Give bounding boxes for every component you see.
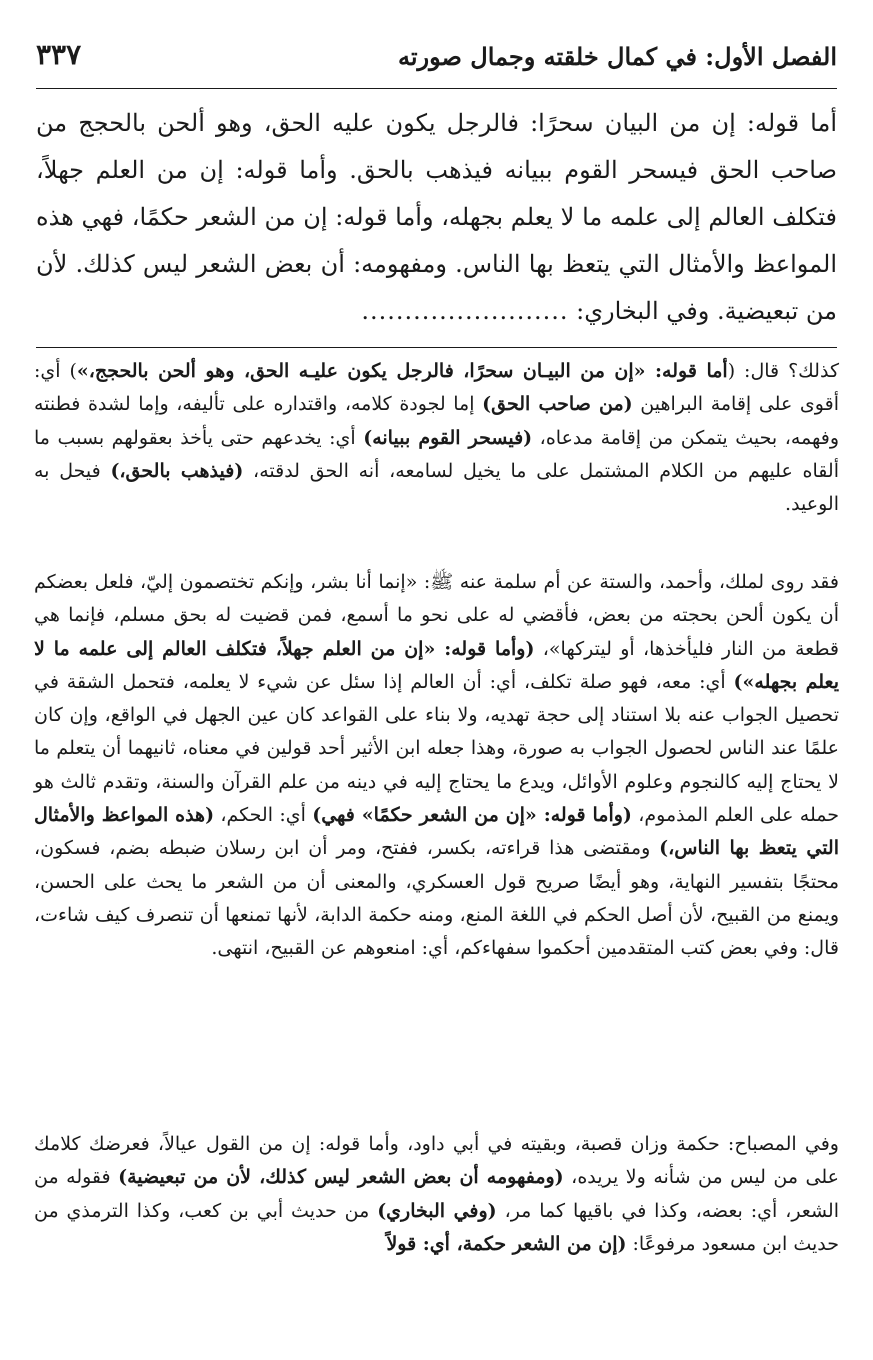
commentary-text: من حديث أبي بن كعب، وكذا الترمذي من حديث ابن مسعود مرفوعًا: — [34, 1199, 839, 1255]
commentary-paragraph — [34, 1128, 839, 1261]
commentary-text: فيحل به الوعيد. — [34, 459, 839, 516]
quoted-text: (إن من الشعر حكمة، أي: قولاً — [386, 1232, 627, 1255]
commentary-paragraph — [34, 355, 839, 521]
main-paragraph — [36, 100, 837, 335]
main-text — [36, 100, 837, 335]
commentary-text: فقوله من الشعر، أي: بعضه، وكذا في باقيها كما مر، — [34, 1166, 839, 1222]
quoted-text: (وأما قوله: «إن من الشعر حكمًا» فهي) — [312, 804, 632, 827]
main-paragraph-text: أما قوله: إن من البيان سحرًا: فالرجل يكون عليه الحق، وهو ألحن بالحجج من صاحب الحق فيسحر القوم ببيانه فيذهب بالحق. وأما قوله: إن من العلم جهلاً، فتكلف العالم إلى علمه ما لا يعلم بجهله، وأما قوله: إن من الشعر حكمًا، فهي هذه المواعظ والأمثال التي يتعظ بها الناس. ومفهومه: أن بعض الشعر ليس كذلك. لأن من تبعيضية. وفي البخاري: — [36, 109, 837, 325]
quoted-text: (ومفهومه أن بعض الشعر ليس كذلك، لأن من تبعيضية) — [118, 1166, 564, 1189]
commentary-block-2 — [34, 566, 839, 966]
quoted-text: (وأما قوله: «إن من العلم جهلاً، فتكلف العالم إلى علمه ما لا يعلم بجهله») — [34, 637, 840, 693]
page-header — [36, 38, 837, 84]
commentary-block-1 — [34, 355, 839, 521]
commentary-text: أي: معه، فهو صلة تكلف، أي: أن العالم إذا سئل عن شيء لا يعلمه، فتحمل الشقة في تحصيل الجواب عنه بلا استناد إلى حجة تهديه، ولا بناء على القواعد كان عين الجهل في الواقع، وإن كان علمًا عند الناس لحصول الجواب به صورة، وهذا جعله ابن الأثير أحد قولين في معناه، ثانيهما أن يتعلم ما لا يحتاج إليه كالنجوم وعلوم الأوائل، ويدع ما يحتاج إليه في دينه من علم القرآن والسنة، وتقدم ثالث هو حمله على العلم المذموم، — [34, 670, 839, 827]
commentary-text: ) أي: أقوى على إقامة البراهين — [34, 360, 839, 416]
commentary-text: وفي المصباح: حكمة وزان قصبة، وبقيته في أبي داود، وأما قوله: إن من القول عيالاً، فعرضك كلامك على من ليس من شأنه ولا يريده، — [34, 1133, 839, 1189]
quoted-text: أما قوله: «إن من البيـان سحرًا، فالرجل يكون عليـه الحق، وهو ألحن بالحجج،» — [76, 360, 728, 382]
commentary-text: إما لجودة كلامه، واقتداره على تأليفه، وإما لشدة فطنته وفهمه، بحيث يتمكن من إقامة مدعاه، — [34, 393, 840, 449]
page-number: ٣٣٧ — [36, 38, 82, 71]
commentary-divider — [36, 347, 837, 348]
elision-dots: ........................ — [361, 297, 569, 325]
commentary-text: أي: الحكم، — [214, 804, 313, 827]
quoted-text: (من صاحب الحق) — [482, 393, 633, 416]
quoted-text: (فيسحر القوم ببيانه) — [363, 426, 533, 449]
quoted-text: (فيذهب بالحق،) — [110, 459, 244, 482]
commentary-text: فقد روى لملك، وأحمد، والستة عن أم سلمة عنه ﷺ: «إنما أنا بشر، وإنكم تختصمون إليّ، فلعل بعضكم أن يكون ألحن بحجته من بعض، فأقضي له على نحو ما أسمع، فمن قضيت له بحق مسلم، فإنما هي قطعة من النار فليأخذها، أو ليتركها»، — [34, 571, 839, 660]
chapter-title: الفصل الأول: في كمال خلقته وجمال صورته — [397, 42, 837, 71]
commentary-text: كذلك؟ قال: ( — [727, 360, 839, 382]
commentary-paragraph — [34, 566, 839, 966]
commentary-text: ومقتضى هذا قراءته، بكسر، ففتح، ومر أن ابن رسلان ضبطه بضم، فسكون، محتجًا بتفسير النهاية، وهو أيضًا صريح قول العسكري، والمعنى أن من الشعر ما يحث على الحسن، ويمنع من القبيح، لأن أصل الحكم في اللغة المنع، ومنه حكمة الدابة، لأنها تمنعها أن تنصرف كيف شاءت، قال: وفي بعض كتب المتقدمين أحكموا سفهاءكم، أي: امنعوهم عن القبيح، انتهى. — [34, 837, 839, 960]
quoted-text: (هذه المواعظ والأمثال التي يتعظ بها الناس،) — [34, 804, 839, 860]
header-divider — [36, 88, 837, 89]
quoted-text: (وفي البخاري) — [377, 1199, 497, 1222]
commentary-block-3 — [34, 1128, 839, 1261]
commentary-text: أي: يخدعهم حتى يأخذ بعقولهم بسبب ما ألقاه عليهم من الكلام المشتمل على ما يخيل لسامعه، أنه الحق لدقته، — [34, 426, 839, 482]
